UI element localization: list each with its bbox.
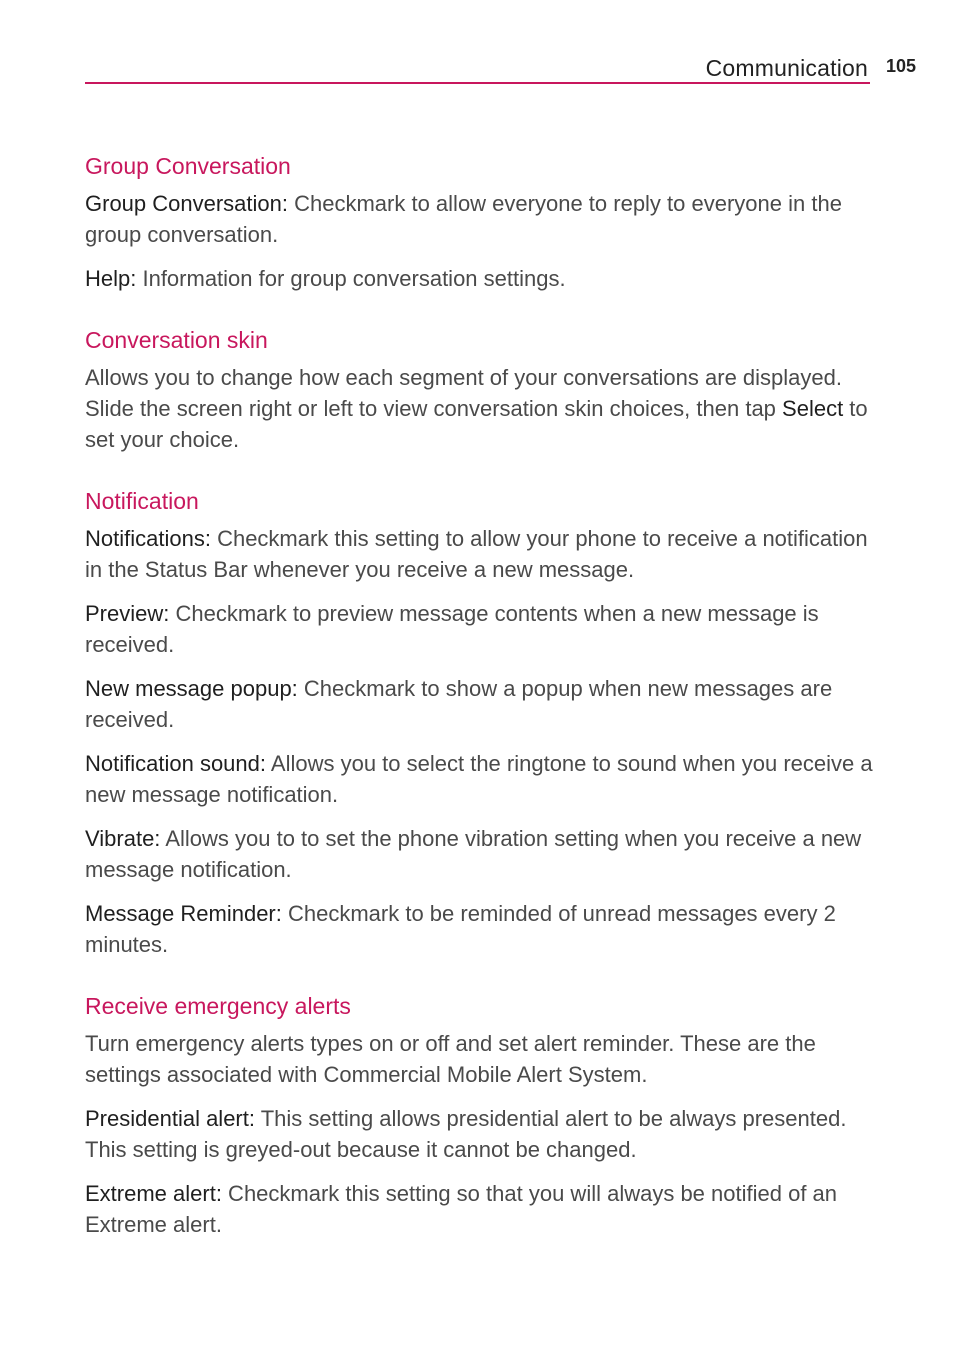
section-title: Conversation skin [85,327,268,353]
setting-preview [85,598,875,660]
setting-conversation-skin [85,362,875,455]
setting-notification-sound [85,748,875,810]
setting-term: Notification sound: [85,751,266,776]
page-number: 105 [886,56,917,76]
setting-description: Allows you to to set the phone vibration setting when you receive a new message notification. [85,826,862,882]
setting-group-conversation [85,188,875,250]
setting-term: Group Conversation: [85,191,288,216]
setting-term: New message popup: [85,676,298,701]
setting-term: Message Reminder: [85,901,282,926]
setting-description: Checkmark to allow everyone to reply to everyone in the group conversation. [85,191,842,247]
setting-term: Vibrate: [85,826,161,851]
setting-vibrate [85,823,875,885]
section-emergency-alerts [85,990,875,1240]
section-group-conversation [85,150,875,294]
setting-description: Checkmark to preview message contents when a new message is received. [85,601,819,657]
setting-description: to set your choice. [85,396,868,452]
setting-description: Checkmark this setting to allow your phone to receive a notification in the Status Bar whenever you receive a new message. [85,526,868,582]
setting-description: Allows you to change how each segment of your conversations are displayed. Slide the screen right or left to view conversation skin choices, then tap [85,365,842,421]
section-title: Group Conversation [85,153,291,179]
section-title: Receive emergency alerts [85,993,351,1019]
setting-term: Notifications: [85,526,211,551]
setting-description: Information for group conversation settings. [136,266,566,291]
setting-notifications [85,523,875,585]
setting-presidential-alert [85,1103,875,1165]
section-conversation-skin [85,324,875,455]
setting-description: Allows you to select the ringtone to sound when you receive a new message notification. [85,751,873,807]
section-notification [85,485,875,960]
setting-term: Presidential alert: [85,1106,255,1131]
setting-description: Checkmark to show a popup when new messages are received. [85,676,833,732]
setting-message-reminder [85,898,875,960]
setting-description: This setting allows presidential alert to be always presented. This setting is greyed-out because it cannot be changed. [85,1106,847,1162]
emergency-alerts-intro: Turn emergency alerts types on or off and set alert reminder. These are the settings associated with Commercial Mobile Alert System. [85,1031,816,1087]
page-content [85,150,875,1240]
setting-help [85,263,875,294]
page-header [85,52,870,84]
setting-description: Checkmark to be reminded of unread messages every 2 minutes. [85,901,836,957]
setting-term: Extreme alert: [85,1181,222,1206]
setting-description: Checkmark this setting so that you will always be notified of an Extreme alert. [85,1181,838,1237]
section-title: Notification [85,488,199,514]
setting-term: Help: [85,266,137,291]
header-title: Communication [705,55,868,81]
setting-term: Select [782,396,844,421]
setting-extreme-alert [85,1178,875,1240]
setting-term: Preview: [85,601,170,626]
setting-new-message-popup [85,673,875,735]
